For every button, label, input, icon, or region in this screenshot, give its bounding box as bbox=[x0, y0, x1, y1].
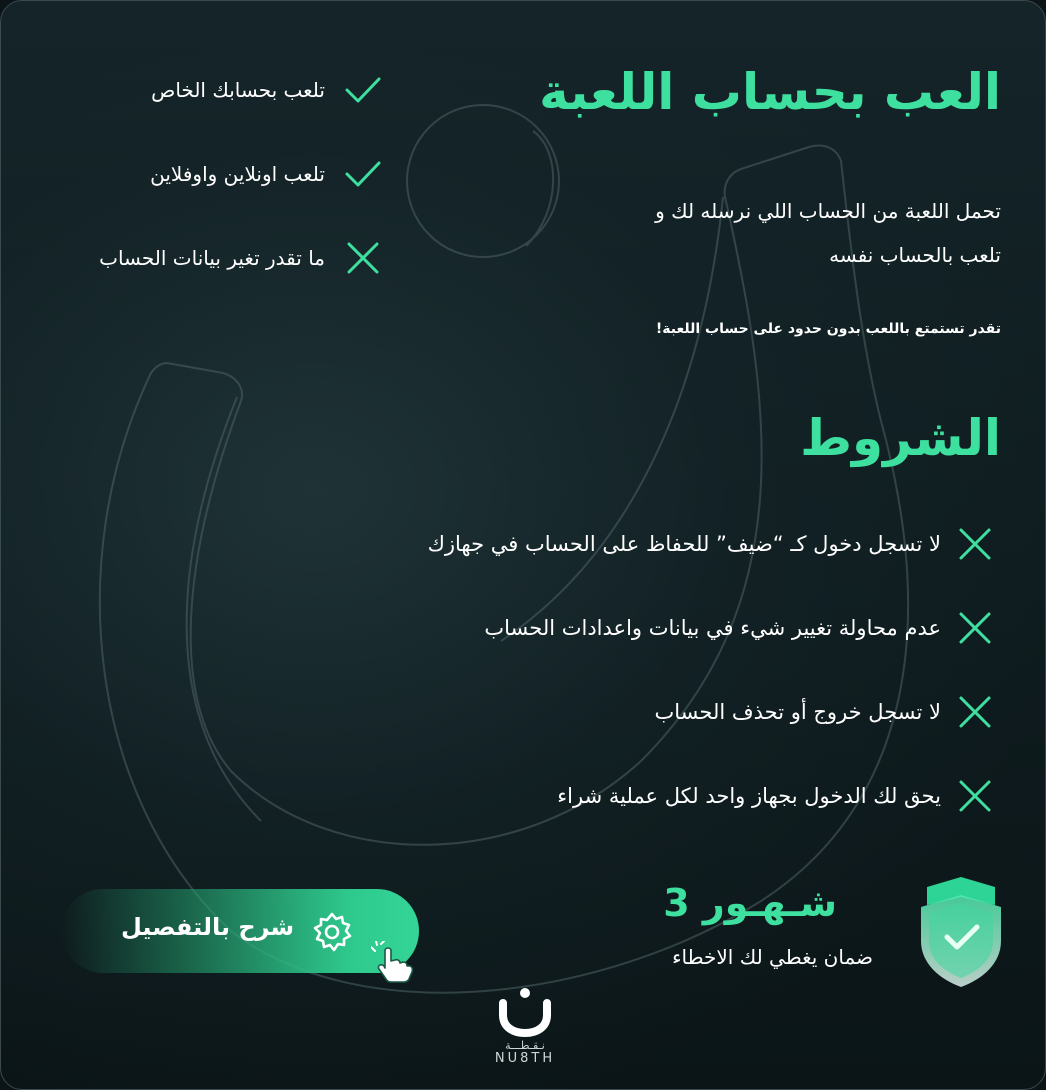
brand-arabic-name: نـقـطـــة bbox=[505, 1039, 545, 1052]
warranty-title: 3 شـهـور bbox=[663, 881, 837, 925]
feature-item bbox=[151, 73, 383, 107]
feature-label: تلعب بحسابك الخاص bbox=[151, 78, 325, 102]
warranty-subtitle: ضمان يغطي لك الاخطاء bbox=[672, 945, 873, 969]
hero-title: العب بحساب اللعبة bbox=[539, 63, 1001, 121]
term-label: يحق لك الدخول بجهاز واحد لكل عملية شراء bbox=[557, 784, 941, 808]
brand-latin-name: NU8TH bbox=[494, 1051, 556, 1066]
term-item bbox=[654, 695, 993, 729]
feature-item bbox=[150, 157, 383, 191]
feature-label: ما تقدر تغير بيانات الحساب bbox=[99, 246, 325, 270]
brand-logo bbox=[485, 985, 565, 1066]
nun-logo-icon bbox=[485, 985, 565, 1037]
x-icon bbox=[343, 241, 383, 275]
x-icon bbox=[957, 527, 993, 561]
check-icon bbox=[343, 73, 383, 107]
gear-icon bbox=[311, 911, 353, 953]
check-icon bbox=[343, 157, 383, 191]
term-item bbox=[557, 779, 993, 813]
feature-label: تلعب اونلاين واوفلاين bbox=[150, 162, 325, 186]
hero-note: تقدر تستمتع باللعب بدون حدود على حساب اللعبة! bbox=[655, 321, 1001, 337]
terms-title: الشروط bbox=[800, 409, 1001, 467]
term-item bbox=[484, 611, 993, 645]
term-label: لا تسجل دخول كـ “ضيف” للحفاظ على الحساب في جهازك bbox=[427, 532, 941, 556]
hero-description-line1: تحمل اللعبة من الحساب اللي نرسله لك و bbox=[655, 199, 1001, 223]
term-label: لا تسجل خروج أو تحذف الحساب bbox=[654, 700, 941, 724]
shield-check-icon bbox=[913, 875, 1009, 993]
explain-details-button[interactable] bbox=[61, 889, 419, 973]
hand-pointer-icon bbox=[371, 941, 417, 985]
term-label: عدم محاولة تغيير شيء في بيانات واعدادات الحساب bbox=[484, 616, 941, 640]
term-item bbox=[428, 527, 993, 561]
x-icon bbox=[957, 695, 993, 729]
x-icon bbox=[957, 611, 993, 645]
x-icon bbox=[957, 779, 993, 813]
hero-description-line2: تلعب بالحساب نفسه bbox=[829, 243, 1001, 267]
explain-details-label: شرح بالتفصيل bbox=[121, 913, 295, 941]
feature-item bbox=[99, 241, 383, 275]
